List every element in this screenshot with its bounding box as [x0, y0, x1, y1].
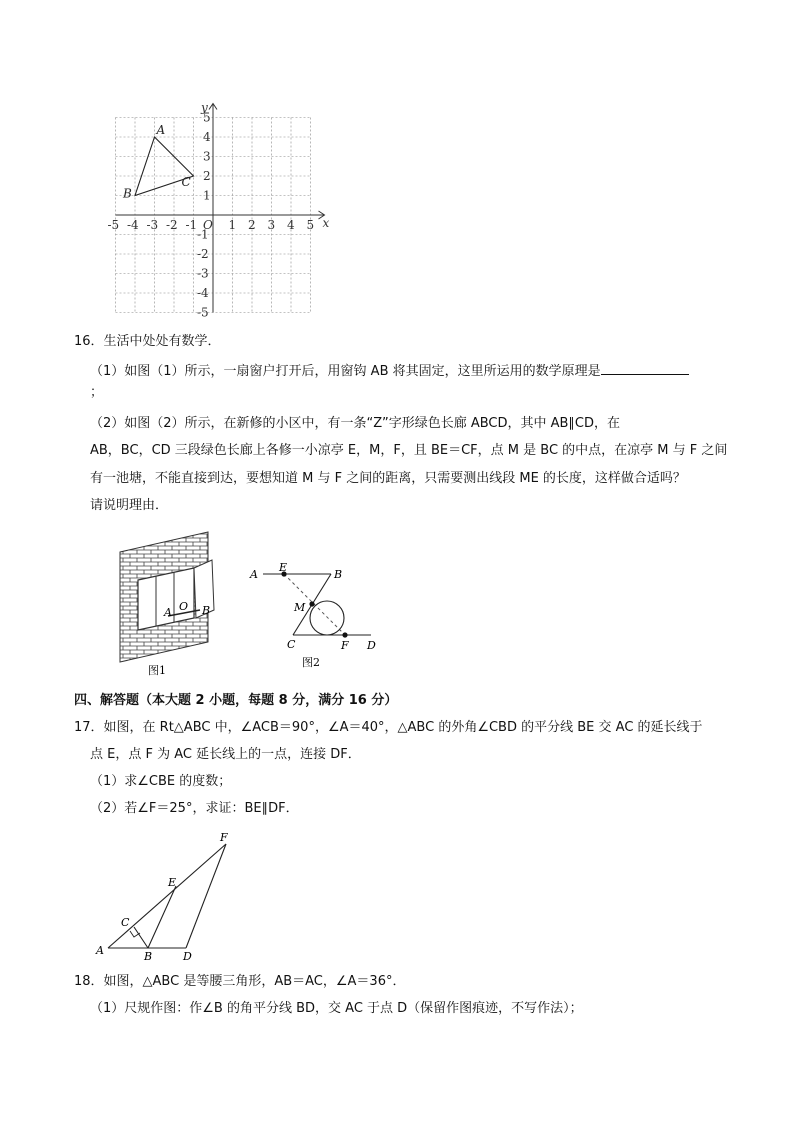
q16-part2-line2: AB，BC，CD 三段绿色长廊上各修一小凉亭 E，M，F，且 BE＝CF，点 M 是 BC 的中点，在凉亭 M 与 F 之间 — [90, 443, 728, 458]
q17-label-b: B — [144, 950, 153, 962]
y-tick-label: -5 — [197, 305, 209, 318]
y-tick-label: -1 — [197, 227, 209, 242]
q16-part2-line4: 请说明理由． — [90, 498, 169, 513]
right-angle-mark — [130, 931, 140, 937]
fig1-label-b: B — [202, 604, 211, 617]
fig1-caption: 图1 — [148, 664, 166, 677]
origin-label: O — [203, 218, 213, 232]
triangle-abc — [122, 123, 194, 201]
point-label-a: A — [156, 123, 166, 137]
point-f — [342, 632, 347, 637]
x-tick-label: 4 — [287, 218, 295, 232]
y-tick-label: -4 — [197, 286, 209, 300]
fig2-caption: 图2 — [302, 656, 320, 669]
q16-answer-blank — [601, 361, 689, 375]
y-tick-label: -2 — [197, 247, 209, 261]
q17-figure — [92, 830, 242, 962]
figure-2-corridor — [247, 562, 382, 672]
y-tick-label: 4 — [203, 130, 211, 144]
q17-label-d: D — [183, 950, 192, 962]
q18-line1: 18．如图，△ABC 是等腰三角形，AB＝AC，∠A＝36°． — [74, 974, 406, 989]
y-tick-label: -3 — [197, 266, 209, 281]
x-tick-label: -3 — [146, 218, 159, 232]
pond-circle — [310, 601, 344, 635]
segment-df — [186, 844, 226, 948]
q17-line4: （2）若∠F＝25°，求证：BE∥DF． — [90, 801, 299, 816]
x-tick-label: -5 — [107, 218, 120, 232]
y-tick-label: 3 — [203, 149, 211, 164]
fig2-label-b: B — [334, 568, 343, 581]
q17-line2: 点 E，点 F 为 AC 延长线上的一点，连接 DF． — [90, 747, 361, 762]
coordinate-grid-figure — [105, 98, 335, 318]
segment-be — [148, 886, 176, 948]
fig2-label-a: A — [250, 568, 258, 581]
point-m — [309, 601, 314, 606]
q17-line3: （1）求∠CBE 的度数； — [90, 774, 232, 789]
y-tick-label: 2 — [203, 169, 211, 183]
x-tick-label: 2 — [248, 218, 256, 232]
segment-bc — [134, 927, 148, 948]
figure-1-window — [112, 530, 222, 680]
q16-part1 — [90, 361, 689, 381]
fig2-label-e: E — [279, 562, 288, 574]
q16-part2-line1: （2）如图（2）所示，在新修的小区中，有一条“Z”字形绿色长廊 ABCD，其中 AB∥CD，在 — [90, 416, 621, 431]
q17-label-f: F — [220, 831, 228, 844]
x-tick-label: 1 — [228, 218, 237, 232]
y-tick-label: 1 — [203, 188, 211, 203]
x-tick-label: -1 — [185, 218, 198, 232]
q17-label-e: E — [168, 876, 177, 889]
grid-axes — [116, 104, 325, 313]
q16-part2-line3: 有一池塘，不能直接到达，要想知道 M 与 F 之间的距离，只需要测出线段 ME 的长度，这样做合适吗？ — [90, 471, 686, 486]
fig2-label-c: C — [287, 638, 296, 651]
q17-line1: 17．如图，在 Rt△ABC 中，∠ACB＝90°，∠A＝40°，△ABC 的外角∠CBD 的平分线 BE 交 AC 的延长线于 — [74, 720, 703, 735]
segment-af — [108, 844, 226, 948]
fig1-label-o: O — [179, 600, 189, 613]
grid-tick-labels — [108, 111, 315, 319]
section-4-heading: 四、解答题（本大题 2 小题，每题 8 分，满分 16 分） — [74, 693, 398, 708]
q16-title: 16．生活中处处有数学． — [74, 334, 221, 349]
x-axis-label: x — [322, 216, 330, 230]
fig1-label-a: A — [164, 606, 172, 619]
q16-part1-text: （1）如图（1）所示，一扇窗户打开后，用窗钩 AB 将其固定，这里所运用的数学原理是 — [90, 364, 601, 379]
fig2-label-m: M — [294, 601, 306, 614]
y-tick-label: 5 — [203, 110, 211, 125]
x-tick-label: 3 — [267, 218, 276, 232]
fig2-label-f: F — [341, 639, 349, 652]
y-axis-label: y — [201, 100, 208, 115]
x-tick-label: 5 — [306, 218, 315, 232]
x-tick-label: -2 — [166, 218, 178, 232]
x-tick-label: -4 — [127, 218, 139, 232]
point-label-c: C — [181, 175, 191, 189]
q17-label-a: A — [96, 944, 104, 957]
fig2-label-d: D — [367, 639, 376, 652]
q16-part1-end: ； — [90, 385, 104, 400]
q18-line2: （1）尺规作图：作∠B 的角平分线 BD，交 AC 于点 D（保留作图痕迹，不写作法）； — [90, 1001, 583, 1016]
point-label-b: B — [123, 186, 132, 201]
q17-label-c: C — [121, 916, 130, 929]
